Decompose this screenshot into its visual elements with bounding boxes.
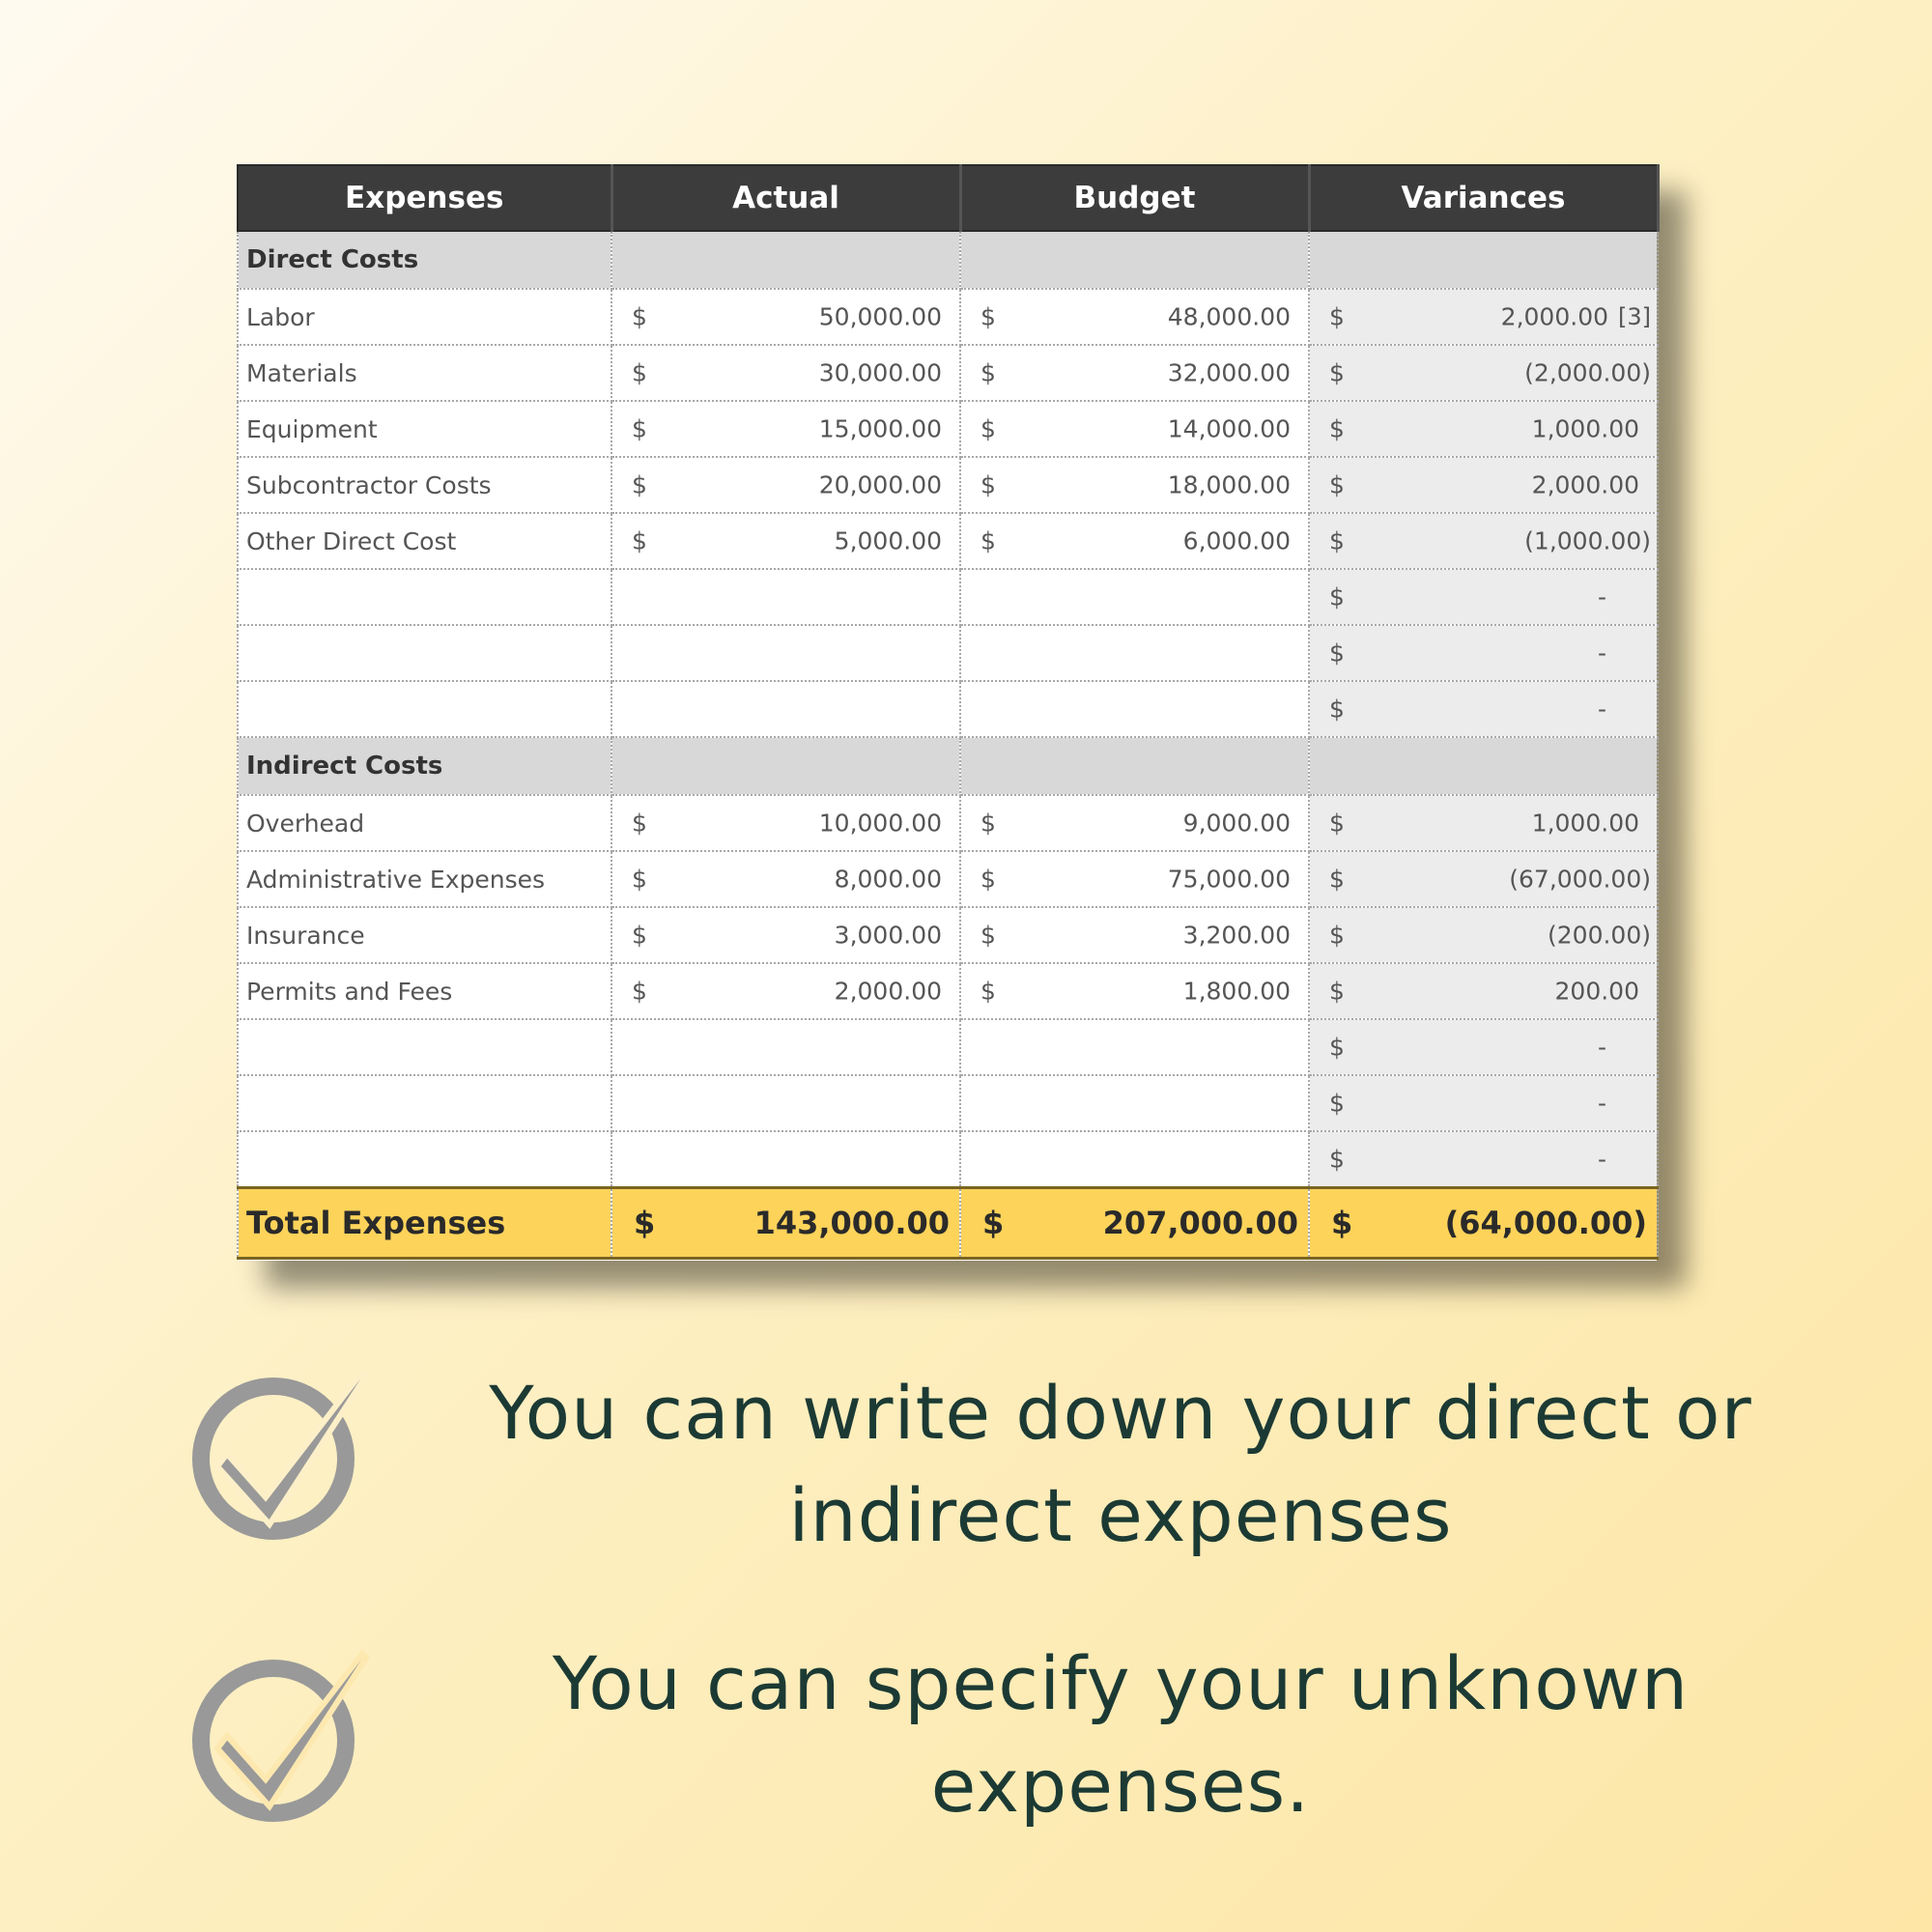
variance-cell[interactable] bbox=[1309, 1019, 1658, 1075]
currency-symbol: $ bbox=[1329, 921, 1345, 950]
expense-name-cell[interactable] bbox=[238, 1019, 611, 1075]
budget-cell[interactable] bbox=[960, 907, 1309, 963]
budget-amount: 3,200.00 bbox=[1182, 921, 1291, 950]
currency-symbol: $ bbox=[1329, 865, 1345, 894]
section-variance-cell bbox=[1309, 737, 1658, 795]
variance-cell[interactable] bbox=[1309, 513, 1658, 569]
variance-amount: - bbox=[1597, 1145, 1606, 1174]
expense-name-cell[interactable]: Insurance bbox=[238, 907, 611, 963]
budget-cell[interactable] bbox=[960, 851, 1309, 907]
currency-symbol: $ bbox=[1329, 302, 1345, 331]
currency-symbol: $ bbox=[980, 865, 996, 894]
currency-symbol: $ bbox=[1329, 582, 1345, 611]
currency-symbol: $ bbox=[980, 358, 996, 387]
total-variance-cell bbox=[1309, 1188, 1658, 1259]
actual-amount: 30,000.00 bbox=[818, 358, 942, 387]
currency-symbol: $ bbox=[632, 526, 647, 555]
actual-cell[interactable] bbox=[611, 401, 960, 457]
budget-amount: 18,000.00 bbox=[1167, 470, 1291, 499]
budget-cell[interactable] bbox=[960, 401, 1309, 457]
header-expenses[interactable]: Expenses bbox=[238, 165, 611, 231]
currency-symbol: $ bbox=[980, 977, 996, 1006]
budget-amount: 6,000.00 bbox=[1182, 526, 1291, 555]
variance-cell[interactable] bbox=[1309, 963, 1658, 1019]
table-row bbox=[238, 1075, 1658, 1131]
actual-amount: 50,000.00 bbox=[818, 302, 942, 331]
actual-cell[interactable] bbox=[611, 1131, 960, 1188]
actual-amount: 15,000.00 bbox=[818, 414, 942, 443]
expense-name-cell[interactable] bbox=[238, 681, 611, 737]
table-row bbox=[238, 345, 1658, 401]
variance-cell[interactable] bbox=[1309, 851, 1658, 907]
expense-name-cell[interactable]: Equipment bbox=[238, 401, 611, 457]
currency-symbol: $ bbox=[632, 302, 647, 331]
table-row bbox=[238, 569, 1658, 625]
variance-cell[interactable] bbox=[1309, 457, 1658, 513]
expense-name-cell[interactable] bbox=[238, 569, 611, 625]
currency-symbol: $ bbox=[982, 1205, 1005, 1241]
variance-amount: - bbox=[1597, 639, 1606, 668]
budget-cell[interactable] bbox=[960, 345, 1309, 401]
currency-symbol: $ bbox=[1329, 639, 1345, 668]
variance-cell[interactable] bbox=[1309, 1075, 1658, 1131]
budget-cell[interactable] bbox=[960, 1131, 1309, 1188]
section-variance-cell bbox=[1309, 231, 1658, 289]
currency-symbol: $ bbox=[632, 921, 647, 950]
header-variances[interactable]: Variances bbox=[1309, 165, 1658, 231]
table-row bbox=[238, 513, 1658, 569]
feature-1-line-1: You can write down your direct or bbox=[489, 1370, 1752, 1456]
section-budget-cell bbox=[960, 737, 1309, 795]
currency-symbol: $ bbox=[980, 921, 996, 950]
currency-symbol: $ bbox=[632, 470, 647, 499]
currency-symbol: $ bbox=[1329, 809, 1345, 838]
variance-cell[interactable] bbox=[1309, 907, 1658, 963]
actual-cell[interactable] bbox=[611, 795, 960, 851]
feature-2-line-1: You can specify your unknown bbox=[552, 1640, 1690, 1726]
budget-amount: 1,800.00 bbox=[1182, 977, 1291, 1006]
variance-amount: - bbox=[1597, 582, 1606, 611]
actual-cell[interactable] bbox=[611, 963, 960, 1019]
budget-cell[interactable] bbox=[960, 963, 1309, 1019]
section-actual-cell bbox=[611, 231, 960, 289]
budget-cell[interactable] bbox=[960, 625, 1309, 681]
variance-amount: - bbox=[1597, 695, 1606, 724]
table-row bbox=[238, 681, 1658, 737]
variance-amount: 2,000.00 bbox=[1531, 470, 1639, 499]
variance-amount: - bbox=[1597, 1089, 1606, 1118]
currency-symbol: $ bbox=[634, 1205, 656, 1241]
variance-amount: 2,000.00 bbox=[1500, 302, 1608, 331]
expense-name-cell[interactable]: Administrative Expenses bbox=[238, 851, 611, 907]
feature-1-line-2: indirect expenses bbox=[788, 1472, 1453, 1558]
variance-amount: 1,000.00 bbox=[1531, 414, 1639, 443]
variance-amount: - bbox=[1597, 1033, 1606, 1062]
currency-symbol: $ bbox=[1329, 1033, 1345, 1062]
actual-amount: 5,000.00 bbox=[834, 526, 942, 555]
currency-symbol: $ bbox=[1329, 470, 1345, 499]
currency-symbol: $ bbox=[1331, 1205, 1353, 1241]
currency-symbol: $ bbox=[980, 302, 996, 331]
table-row bbox=[238, 625, 1658, 681]
currency-symbol: $ bbox=[632, 809, 647, 838]
actual-cell[interactable] bbox=[611, 851, 960, 907]
total-row bbox=[238, 1188, 1658, 1259]
currency-symbol: $ bbox=[632, 358, 647, 387]
table-row bbox=[238, 1131, 1658, 1188]
total-actual-cell bbox=[611, 1188, 960, 1259]
variance-cell[interactable] bbox=[1309, 625, 1658, 681]
variance-amount: (2,000.00) bbox=[1524, 358, 1651, 387]
budget-amount: 75,000.00 bbox=[1167, 865, 1291, 894]
variance-cell[interactable] bbox=[1309, 1131, 1658, 1188]
variance-cell[interactable] bbox=[1309, 401, 1658, 457]
currency-symbol: $ bbox=[980, 526, 996, 555]
variance-cell[interactable] bbox=[1309, 569, 1658, 625]
expense-name-cell[interactable]: Labor bbox=[238, 289, 611, 345]
budget-amount: 32,000.00 bbox=[1167, 358, 1291, 387]
actual-cell[interactable] bbox=[611, 681, 960, 737]
currency-symbol: $ bbox=[980, 809, 996, 838]
actual-cell[interactable] bbox=[611, 289, 960, 345]
currency-symbol: $ bbox=[1329, 358, 1345, 387]
actual-cell[interactable] bbox=[611, 513, 960, 569]
expense-name-cell[interactable]: Materials bbox=[238, 345, 611, 401]
feature-text-2 bbox=[425, 1633, 1816, 1837]
actual-amount: 2,000.00 bbox=[834, 977, 942, 1006]
note-marker: [3] bbox=[1618, 303, 1651, 330]
variance-cell[interactable] bbox=[1309, 289, 1658, 345]
currency-symbol: $ bbox=[1329, 414, 1345, 443]
expense-name-cell[interactable]: Permits and Fees bbox=[238, 963, 611, 1019]
expense-name-cell[interactable] bbox=[238, 1075, 611, 1131]
expense-name-cell[interactable]: Other Direct Cost bbox=[238, 513, 611, 569]
table-body bbox=[238, 231, 1658, 1259]
total-budget-amount: 207,000.00 bbox=[1102, 1205, 1298, 1241]
check-circle-icon bbox=[188, 1644, 372, 1828]
actual-cell[interactable] bbox=[611, 457, 960, 513]
table-row bbox=[238, 289, 1658, 345]
feature-text-1 bbox=[425, 1362, 1816, 1567]
section-row bbox=[238, 737, 1658, 795]
actual-amount: 10,000.00 bbox=[818, 809, 942, 838]
table-row bbox=[238, 401, 1658, 457]
total-label: Total Expenses bbox=[238, 1188, 611, 1259]
variance-cell[interactable] bbox=[1309, 795, 1658, 851]
budget-cell[interactable] bbox=[960, 289, 1309, 345]
currency-symbol: $ bbox=[632, 865, 647, 894]
total-actual-amount: 143,000.00 bbox=[753, 1205, 950, 1241]
table-row bbox=[238, 1019, 1658, 1075]
section-label: Indirect Costs bbox=[238, 737, 611, 795]
expense-name-cell[interactable] bbox=[238, 1131, 611, 1188]
section-row bbox=[238, 231, 1658, 289]
currency-symbol: $ bbox=[1329, 695, 1345, 724]
budget-cell[interactable] bbox=[960, 513, 1309, 569]
section-label: Direct Costs bbox=[238, 231, 611, 289]
variance-amount: (200.00) bbox=[1548, 921, 1651, 950]
currency-symbol: $ bbox=[632, 977, 647, 1006]
actual-amount: 3,000.00 bbox=[834, 921, 942, 950]
actual-amount: 20,000.00 bbox=[818, 470, 942, 499]
currency-symbol: $ bbox=[1329, 526, 1345, 555]
currency-symbol: $ bbox=[1329, 1145, 1345, 1174]
expense-table bbox=[237, 164, 1660, 1260]
budget-amount: 14,000.00 bbox=[1167, 414, 1291, 443]
budget-cell[interactable] bbox=[960, 569, 1309, 625]
section-budget-cell bbox=[960, 231, 1309, 289]
feature-2-line-2: expenses. bbox=[930, 1743, 1311, 1829]
variance-cell[interactable] bbox=[1309, 345, 1658, 401]
expense-name-cell[interactable]: Subcontractor Costs bbox=[238, 457, 611, 513]
currency-symbol: $ bbox=[980, 414, 996, 443]
actual-cell[interactable] bbox=[611, 625, 960, 681]
budget-amount: 48,000.00 bbox=[1167, 302, 1291, 331]
table-row bbox=[238, 851, 1658, 907]
table-row bbox=[238, 457, 1658, 513]
section-actual-cell bbox=[611, 737, 960, 795]
table-row bbox=[238, 963, 1658, 1019]
variance-amount: (1,000.00) bbox=[1524, 526, 1651, 555]
table-row bbox=[238, 907, 1658, 963]
actual-amount: 8,000.00 bbox=[834, 865, 942, 894]
variance-amount: 200.00 bbox=[1554, 977, 1639, 1006]
actual-cell[interactable] bbox=[611, 907, 960, 963]
expense-name-cell[interactable]: Overhead bbox=[238, 795, 611, 851]
variance-amount: (67,000.00) bbox=[1509, 865, 1651, 894]
actual-cell[interactable] bbox=[611, 1075, 960, 1131]
table-row bbox=[238, 795, 1658, 851]
budget-cell[interactable] bbox=[960, 457, 1309, 513]
budget-cell[interactable] bbox=[960, 1075, 1309, 1131]
header-actual[interactable]: Actual bbox=[611, 165, 960, 231]
actual-cell[interactable] bbox=[611, 569, 960, 625]
actual-cell[interactable] bbox=[611, 345, 960, 401]
currency-symbol: $ bbox=[632, 414, 647, 443]
total-budget-cell bbox=[960, 1188, 1309, 1259]
variance-cell[interactable] bbox=[1309, 681, 1658, 737]
budget-amount: 9,000.00 bbox=[1182, 809, 1291, 838]
header-budget[interactable]: Budget bbox=[960, 165, 1309, 231]
budget-cell[interactable] bbox=[960, 1019, 1309, 1075]
variance-amount: 1,000.00 bbox=[1531, 809, 1639, 838]
currency-symbol: $ bbox=[980, 470, 996, 499]
table-header-row bbox=[238, 165, 1658, 231]
budget-cell[interactable] bbox=[960, 795, 1309, 851]
budget-cell[interactable] bbox=[960, 681, 1309, 737]
currency-symbol: $ bbox=[1329, 1089, 1345, 1118]
actual-cell[interactable] bbox=[611, 1019, 960, 1075]
total-variance-amount: (64,000.00) bbox=[1444, 1205, 1647, 1241]
expense-name-cell[interactable] bbox=[238, 625, 611, 681]
expense-table-screenshot bbox=[237, 164, 1657, 1261]
check-circle-icon bbox=[188, 1362, 372, 1546]
currency-symbol: $ bbox=[1329, 977, 1345, 1006]
